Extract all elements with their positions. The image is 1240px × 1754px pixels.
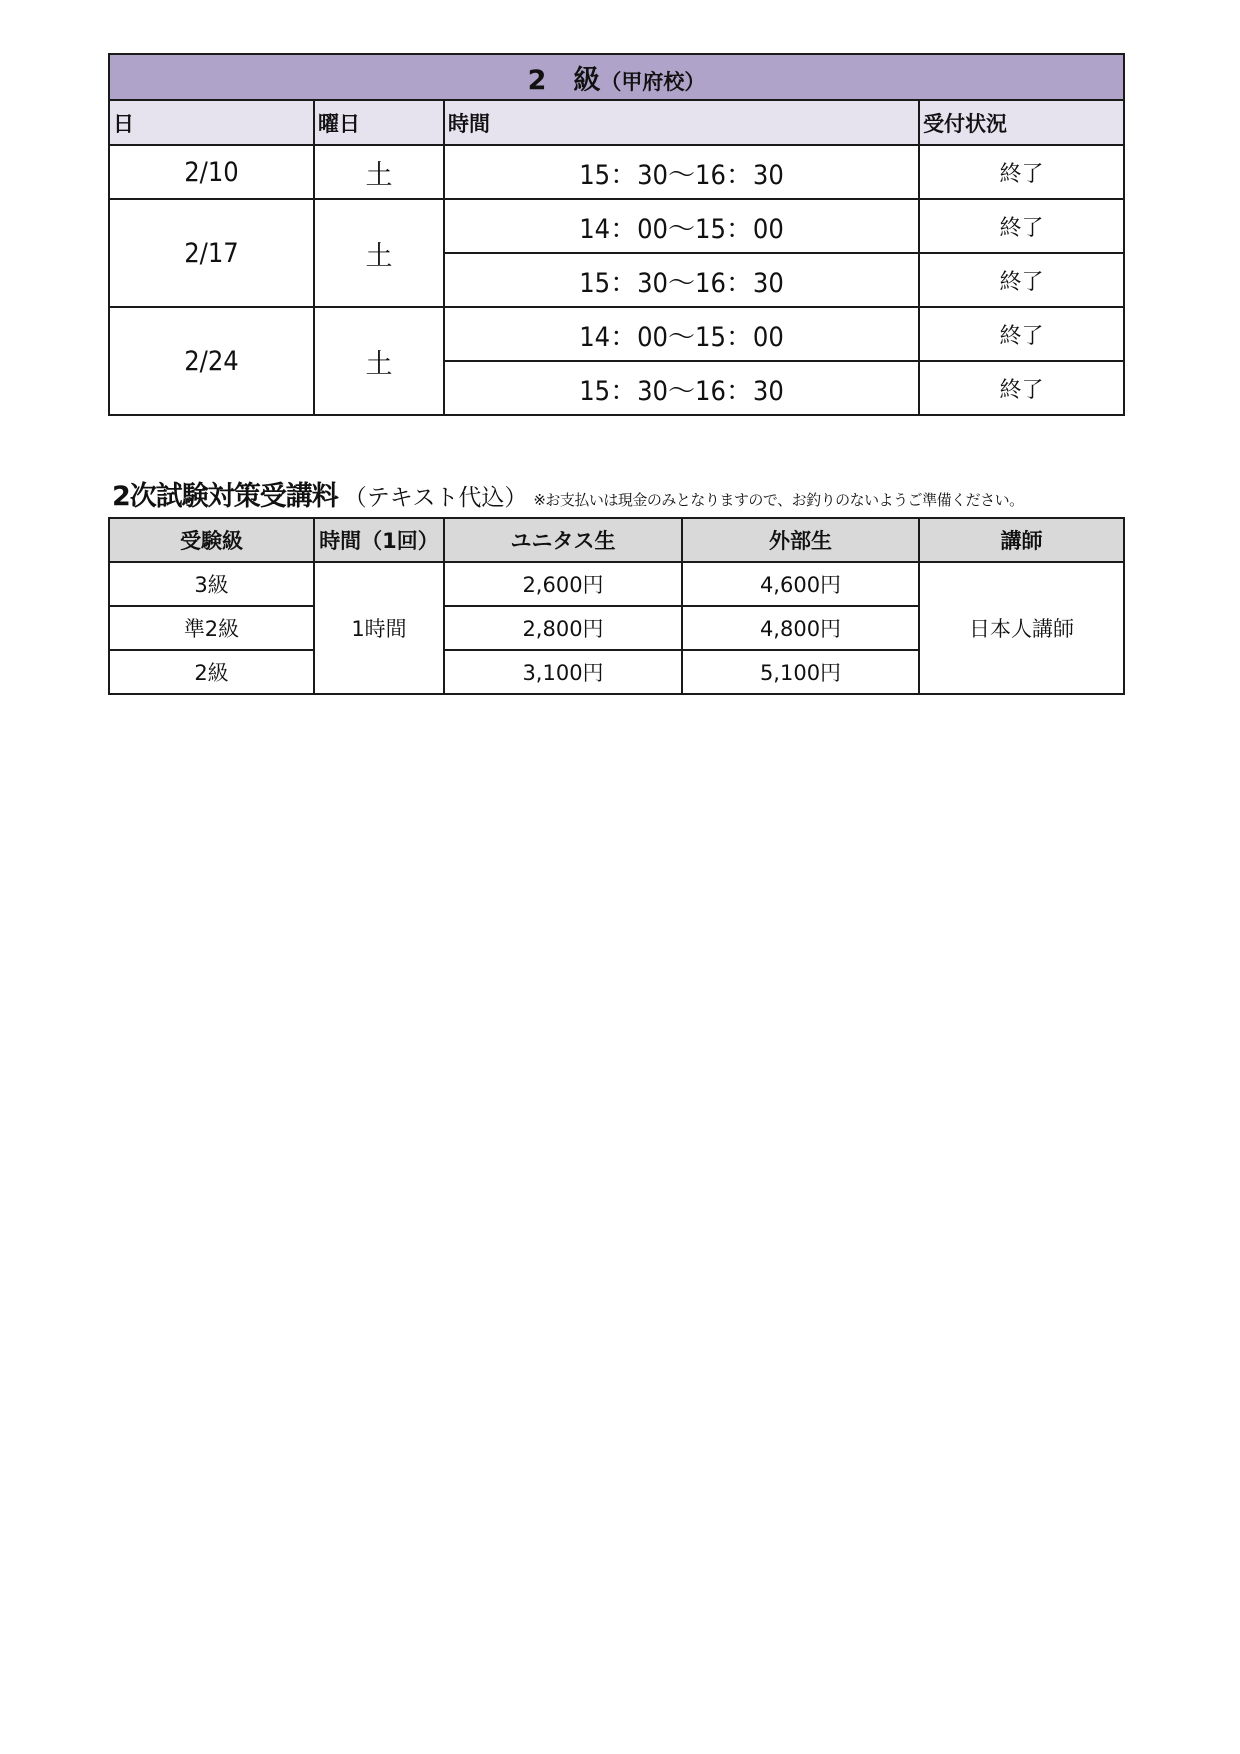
fee-table [108, 517, 1125, 695]
header-weekday: 曜日 [314, 100, 444, 145]
grade-cell: 準2級 [109, 606, 314, 650]
external-price-cell: 4,800円 [682, 606, 919, 650]
weekday-cell: 土 [314, 307, 444, 415]
external-price-cell: 4,600円 [682, 562, 919, 606]
member-price-cell: 2,800円 [444, 606, 682, 650]
schedule-title-school: （甲府校） [600, 69, 706, 94]
fee-heading [112, 474, 1024, 510]
member-price-cell: 2,600円 [444, 562, 682, 606]
header-teacher: 講師 [919, 518, 1124, 562]
schedule-title [109, 54, 1124, 100]
fee-heading-main: 2次試験対策受講料 [112, 481, 338, 512]
grade-cell: 2級 [109, 650, 314, 694]
time-cell: 15：30～16：30 [444, 361, 919, 415]
teacher-cell: 日本人講師 [919, 562, 1124, 694]
member-price-cell: 3,100円 [444, 650, 682, 694]
table-row [109, 307, 1124, 361]
header-member: ユニタス生 [444, 518, 682, 562]
status-cell: 終了 [919, 361, 1124, 415]
time-cell: 15：30～16：30 [444, 253, 919, 307]
header-duration: 時間（1回） [314, 518, 444, 562]
date-cell: 2/17 [109, 199, 314, 307]
schedule-header-row [109, 100, 1124, 145]
time-cell: 14：00～15：00 [444, 199, 919, 253]
schedule-title-row [109, 54, 1124, 100]
header-status: 受付状況 [919, 100, 1124, 145]
date-cell: 2/24 [109, 307, 314, 415]
grade-cell: 3級 [109, 562, 314, 606]
time-cell: 14：00～15：00 [444, 307, 919, 361]
external-price-cell: 5,100円 [682, 650, 919, 694]
table-row [109, 145, 1124, 199]
status-cell: 終了 [919, 253, 1124, 307]
schedule-table [108, 53, 1125, 416]
status-cell: 終了 [919, 145, 1124, 199]
fee-header-row [109, 518, 1124, 562]
header-grade: 受験級 [109, 518, 314, 562]
status-cell: 終了 [919, 307, 1124, 361]
table-row [109, 562, 1124, 606]
date-cell: 2/10 [109, 145, 314, 199]
weekday-cell: 土 [314, 145, 444, 199]
table-row [109, 199, 1124, 253]
header-date: 日 [109, 100, 314, 145]
header-external: 外部生 [682, 518, 919, 562]
fee-heading-note: ※お支払いは現金のみとなりますので、お釣りのないようご準備ください。 [533, 491, 1024, 509]
header-time: 時間 [444, 100, 919, 145]
schedule-title-grade: 2 級 [527, 64, 601, 96]
fee-heading-paren: （テキスト代込） [343, 485, 528, 511]
duration-cell: 1時間 [314, 562, 444, 694]
weekday-cell: 土 [314, 199, 444, 307]
status-cell: 終了 [919, 199, 1124, 253]
time-cell: 15：30～16：30 [444, 145, 919, 199]
